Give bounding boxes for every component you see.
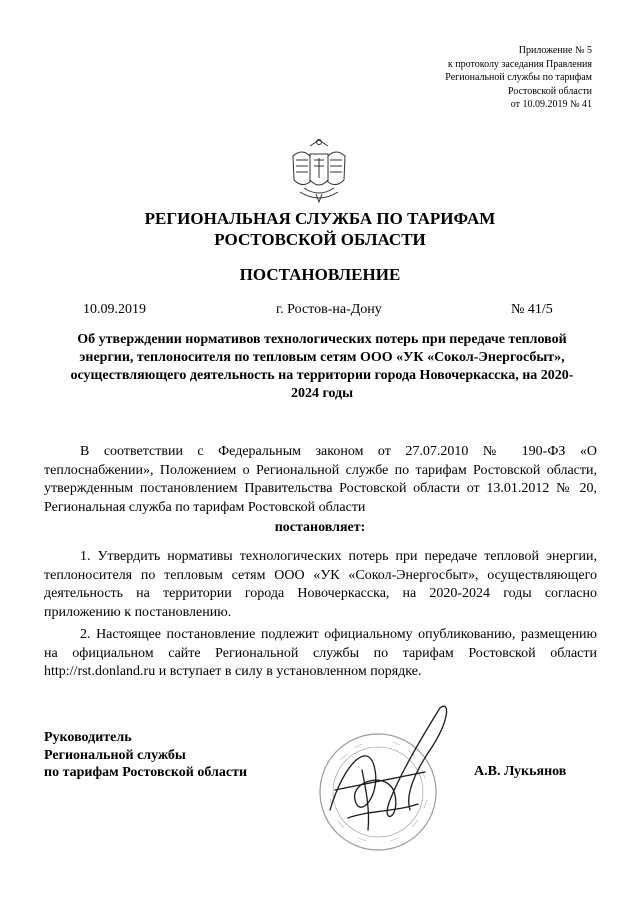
document-subject: Об утверждении нормативов технологических потерь при передаче тепловой энергии, теплоносителя по тепловым сетям ООО «УК «Сокол-Энергосбыт», осуществляющего деятельность на территории города Новочеркасска, на 2020-2024 годы <box>70 332 574 401</box>
document-type: ПОСТАНОВЛЕНИЕ <box>239 265 401 284</box>
agency-name-line2: РОСТОВСКОЙ ОБЛАСТИ <box>214 230 426 249</box>
annex-line: Региональной службы по тарифам <box>445 72 592 83</box>
annex-line: от 10.09.2019 № 41 <box>510 99 592 110</box>
agency-name-line1: РЕГИОНАЛЬНАЯ СЛУЖБА ПО ТАРИФАМ <box>144 209 496 228</box>
agency-name <box>0 208 640 250</box>
annex-line: Ростовской области <box>508 85 592 97</box>
signer-name: А.В. Лукьянов <box>474 764 567 779</box>
document-date: 10.09.2019 <box>83 302 146 317</box>
coat-of-arms-emblem <box>288 136 350 204</box>
document-number: № 41/5 <box>511 302 553 317</box>
decides-heading: постановляет: <box>274 520 366 535</box>
annex-line: Приложение № 5 <box>518 45 592 56</box>
signer-title <box>44 729 247 782</box>
resolution-item-2: 2. Настоящее постановление подлежит официальному опубликованию, размещению на официальном сайте Региональной службы по тарифам Ростовской области http://rst.donland.ru и вступает в силу в установленном порядке. <box>44 627 597 679</box>
signature-with-seal <box>300 700 470 860</box>
signer-title-line1: Руководитель <box>44 730 132 745</box>
signer-title-line2: Региональной службы <box>44 747 186 763</box>
annex-line: к протоколу заседания Правления <box>447 58 592 70</box>
signer-title-line3: по тарифам Ростовской области <box>44 765 248 780</box>
resolution-item-1: 1. Утвердить нормативы технологических потерь при передаче тепловой энергии, теплоносителя по тепловым сетям ООО «УК «Сокол-Энергосбыт», осуществляющего деятельность на территории города Новочеркасска, на 2020-2024 годы согласно приложению к постановлению. <box>44 549 597 620</box>
annex-note <box>352 44 592 112</box>
preamble-paragraph: В соответствии с Федеральным законом от 27.07.2010 № 190-ФЗ «О теплоснабжении», Положением о Региональной службе по тарифам Ростовской области, утвержденным постановлением Правительства Ростовской области от 13.01.2012 № 20, Региональная служба по тарифам Ростовской области <box>44 444 597 515</box>
document-city: г. Ростов-на-Дону <box>276 302 382 317</box>
